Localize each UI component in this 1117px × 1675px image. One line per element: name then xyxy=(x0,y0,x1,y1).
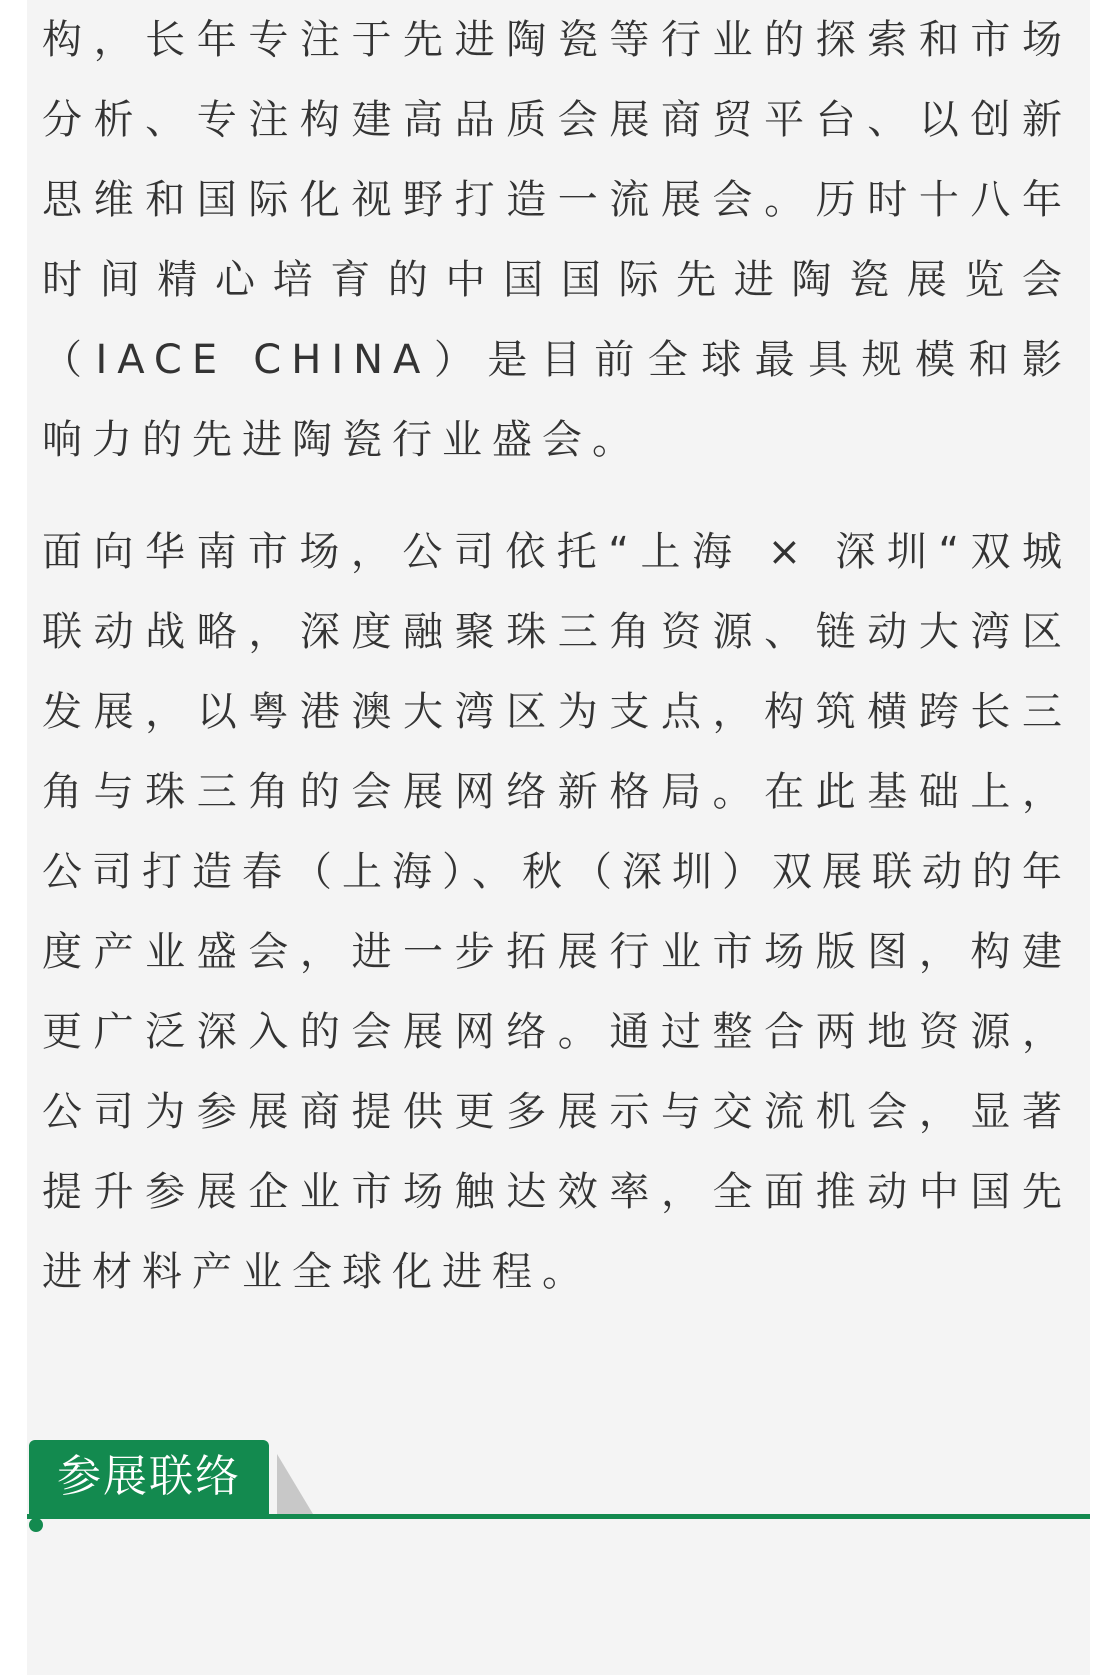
section-title: 参展联络 xyxy=(29,1440,269,1514)
tab-fold-decoration xyxy=(277,1454,313,1514)
intro-paragraph: 构，长年专注于先进陶瓷等行业的探索和市场分析、专注构建高品质会展商贸平台、以创新思维和国际化视野打造一流展会。历时十八年时间精心培育的中国国际先进陶瓷展览会（IACE CHINA）是目前全球最具规模和影响力的先进陶瓷行业盛会。 xyxy=(42,17,1072,463)
section-header xyxy=(27,1440,1090,1520)
divider-dot xyxy=(29,1518,43,1532)
section-divider xyxy=(27,1514,1090,1519)
south-china-paragraph: 面向华南市场，公司依托“上海 × 深圳“双城联动战略，深度融聚珠三角资源、链动大湾区发展，以粤港澳大湾区为支点，构筑横跨长三角与珠三角的会展网络新格局。在此基础上，公司打造春（上海）、秋（深圳）双展联动的年度产业盛会，进一步拓展行业市场版图，构建更广泛深入的会展网络。通过整合两地资源，公司为参展商提供更多展示与交流机会，显著提升参展企业市场触达效率，全面推动中国先进材料产业全球化进程。 xyxy=(42,529,1072,1295)
